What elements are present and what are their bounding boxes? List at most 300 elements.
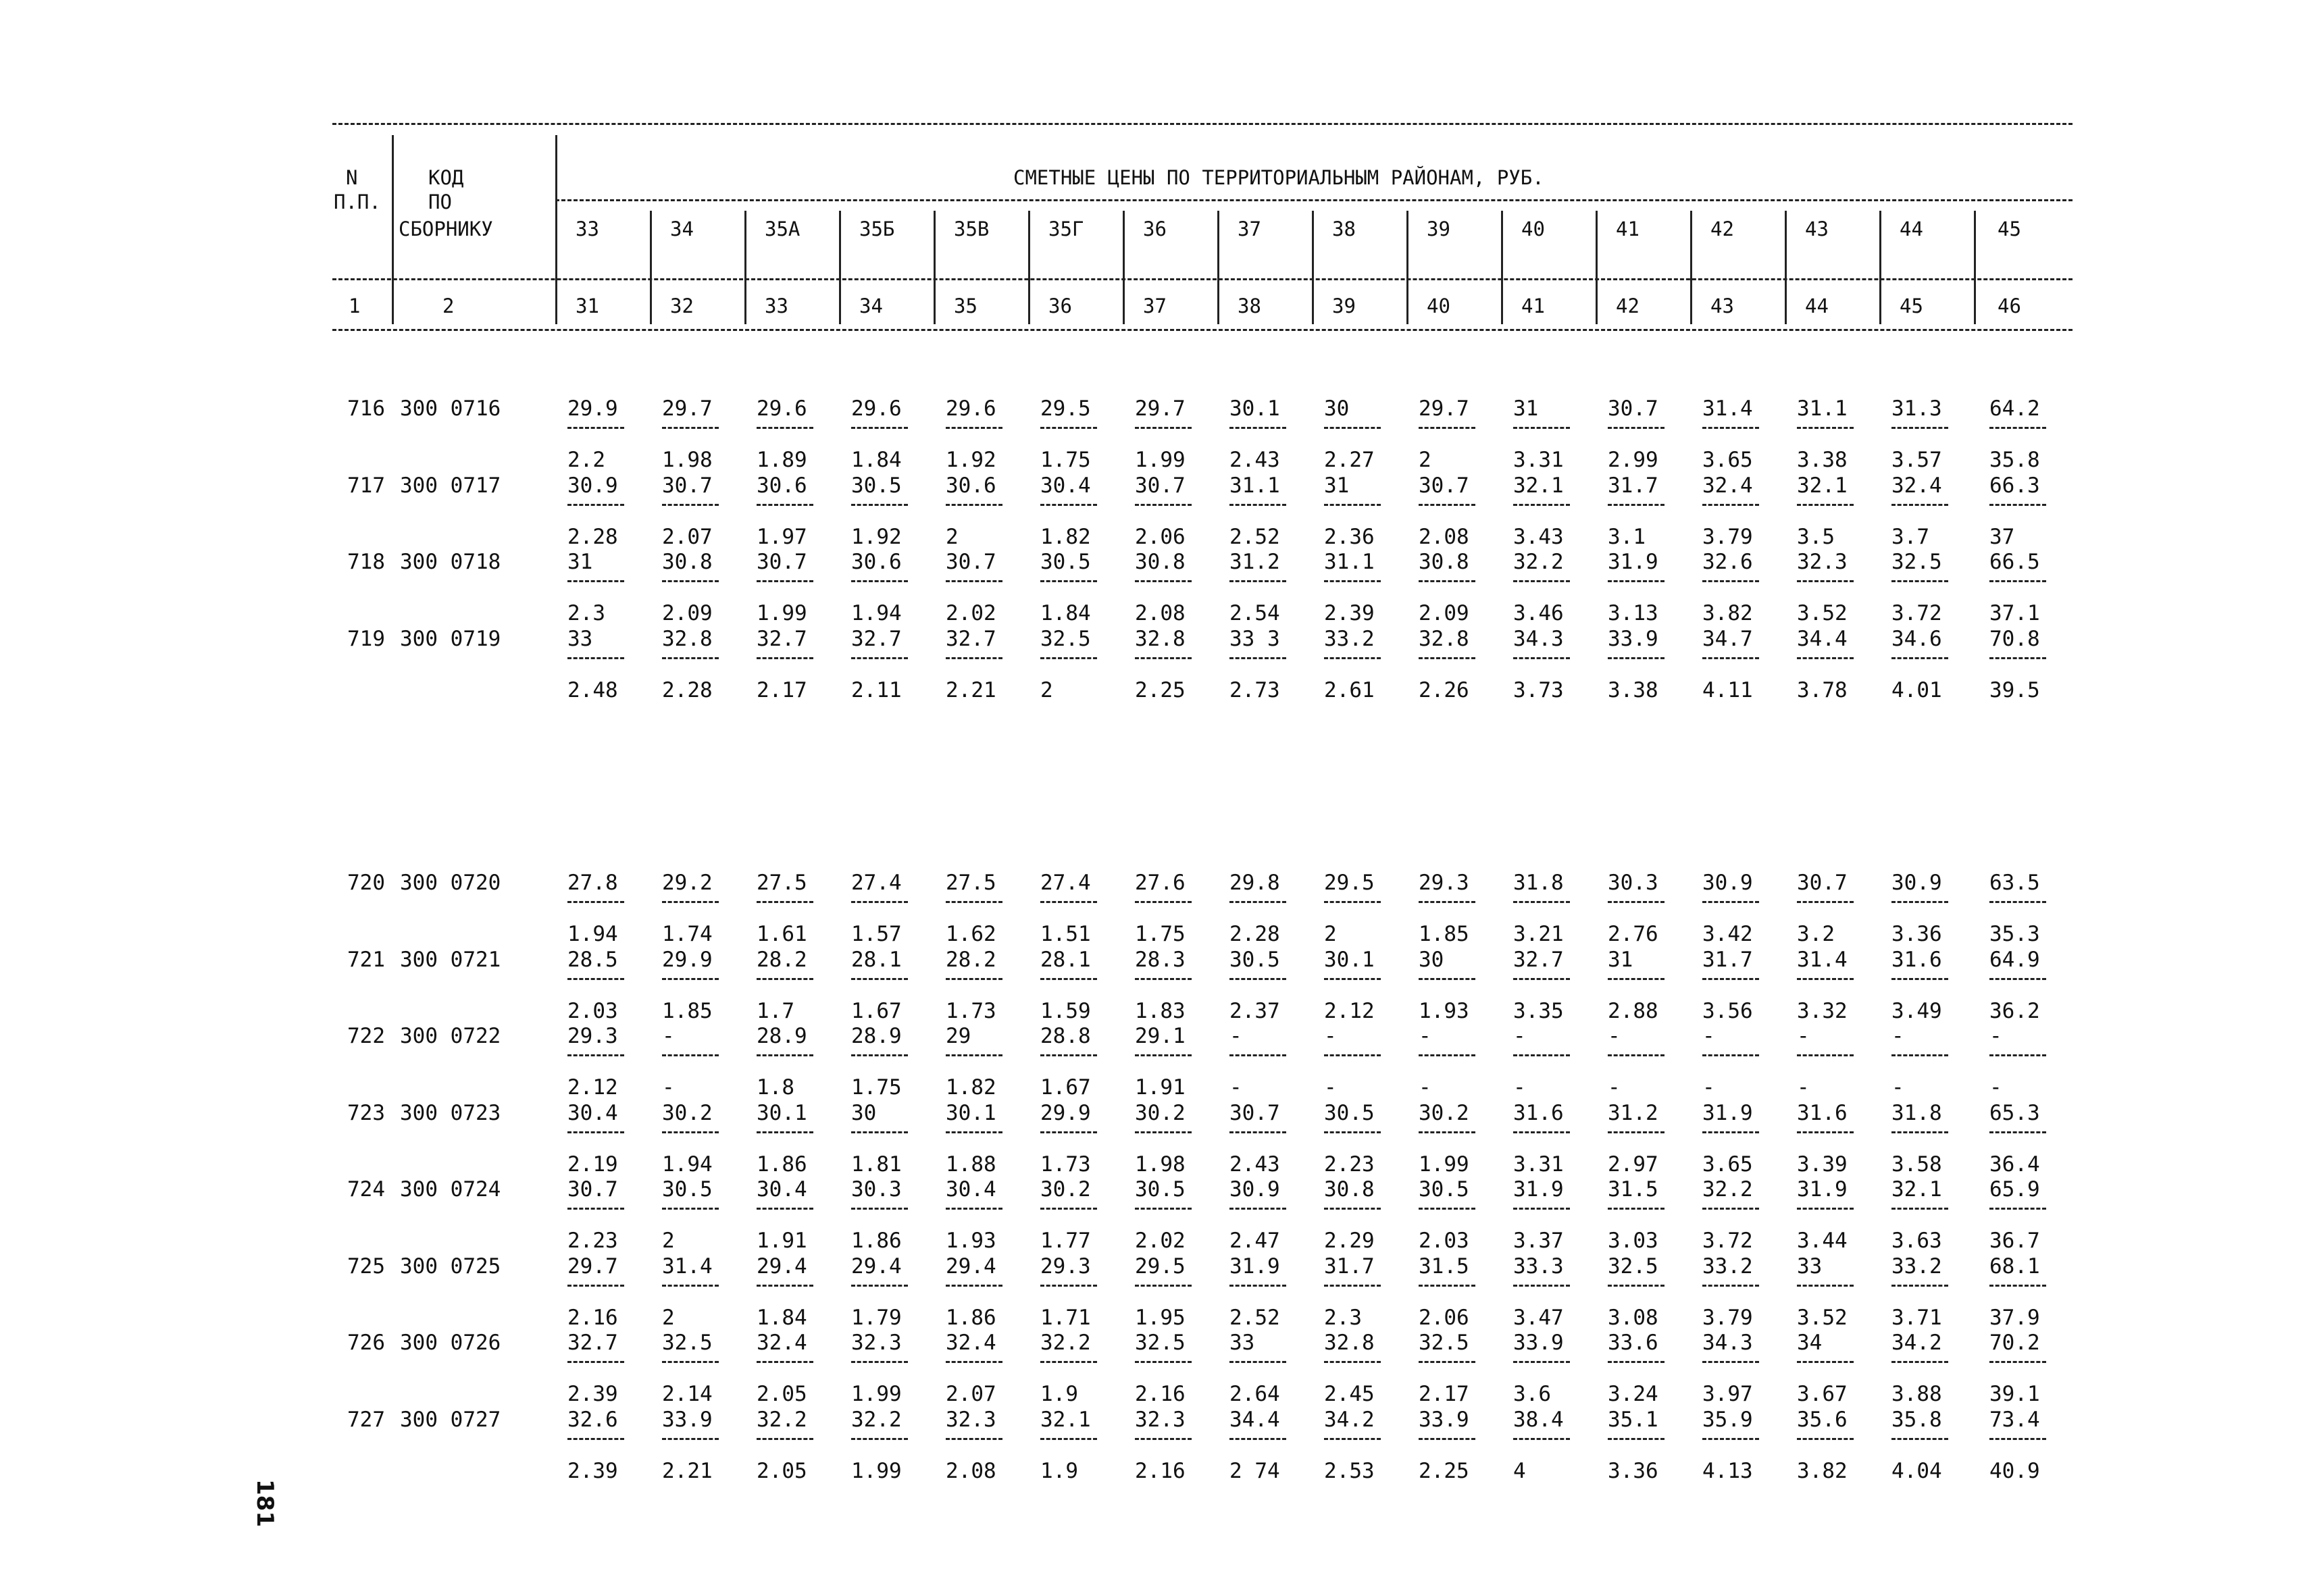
fraction-rule (1989, 1131, 2046, 1133)
fraction-rule (1797, 901, 1854, 903)
price-cell-top: 32.2 (757, 1407, 807, 1432)
fraction-rule (946, 504, 1002, 506)
price-cell-top: 30.5 (1135, 1177, 1186, 1202)
price-cell-bottom: 2 (1324, 922, 1337, 946)
price-cell-bottom: 2.06 (1135, 524, 1186, 549)
fraction-rule (1797, 1131, 1854, 1133)
row-number: 716 (347, 396, 385, 421)
fraction-rule (1419, 504, 1475, 506)
fraction-rule (946, 657, 1002, 659)
price-cell-top: 29.3 (567, 1024, 618, 1048)
fraction-rule (946, 580, 1002, 582)
header-sep-district-10 (1501, 211, 1503, 324)
price-cell-top: 30.7 (1229, 1100, 1280, 1125)
price-cell-bottom: 2.03 (1419, 1229, 1469, 1253)
header-colnum-district-13: 43 (1710, 294, 1734, 317)
header-colnum-district-2: 32 (670, 294, 694, 317)
price-cell-top: 31.6 (1797, 1100, 1848, 1125)
fraction-rule (851, 1208, 908, 1210)
fraction-rule (662, 1285, 719, 1287)
price-cell-bottom: 1.94 (567, 922, 618, 946)
price-cell-bottom: - (1229, 1075, 1242, 1100)
fraction-rule (946, 1131, 1002, 1133)
fraction-rule (1702, 427, 1759, 429)
price-cell-top: 30.4 (946, 1177, 996, 1202)
fraction-rule (1040, 1285, 1097, 1287)
price-cell-top: 30.1 (1324, 947, 1375, 972)
header-code-line3: СБОРНИКУ (399, 217, 493, 240)
price-cell-bottom: 4 (1513, 1458, 1526, 1483)
price-cell-bottom: 3.82 (1702, 601, 1753, 625)
price-cell-bottom: 3.42 (1702, 922, 1753, 946)
price-cell-top: 34 (1797, 1331, 1823, 1355)
price-cell-bottom: 36.7 (1989, 1229, 2040, 1253)
fraction-rule (1513, 1208, 1570, 1210)
price-cell-bottom: 2.76 (1608, 922, 1658, 946)
price-cell-bottom: 1.88 (946, 1152, 996, 1177)
fraction-rule (567, 427, 624, 429)
price-cell-bottom: 2.08 (1135, 601, 1186, 625)
header-prices-title: СМЕТНЫЕ ЦЕНЫ ПО ТЕРРИТОРИАЛЬНЫМ РАЙОНАМ, РУБ. (1013, 166, 1544, 189)
price-cell-bottom: 35.3 (1989, 922, 2040, 946)
price-cell-top: 30.2 (662, 1100, 713, 1125)
price-cell-bottom: 1.51 (1040, 922, 1091, 946)
row-code: 300 0727 (400, 1407, 501, 1432)
price-cell-top: 30.5 (1040, 550, 1091, 574)
price-cell-top: 30.5 (1229, 947, 1280, 972)
fraction-rule (662, 1131, 719, 1133)
fraction-rule (662, 1438, 719, 1440)
price-cell-bottom: 1.85 (662, 998, 713, 1023)
price-cell-top: 31 (567, 550, 593, 574)
price-cell-bottom: 1.89 (757, 448, 807, 472)
fraction-rule (567, 1054, 624, 1056)
header-district-9: 38 (1332, 217, 1356, 240)
price-cell-top: 30.7 (662, 473, 713, 498)
fraction-rule (1324, 1208, 1381, 1210)
price-cell-bottom: 2.12 (567, 1075, 618, 1100)
price-cell-bottom: 1.94 (851, 601, 902, 625)
price-cell-bottom: 4.13 (1702, 1458, 1753, 1483)
price-cell-bottom: 2.25 (1135, 677, 1186, 702)
fraction-rule (1419, 1285, 1475, 1287)
price-cell-top: 33.9 (662, 1407, 713, 1432)
price-cell-top: 32.8 (1419, 626, 1469, 651)
header-district-16: 45 (1998, 217, 2021, 240)
fraction-rule (1797, 657, 1854, 659)
price-cell-top: 65.3 (1989, 1100, 2040, 1125)
price-cell-bottom: - (1989, 1075, 2002, 1100)
price-cell-top: 31.7 (1702, 947, 1753, 972)
price-cell-bottom: 37 (1989, 524, 2015, 549)
fraction-rule (662, 504, 719, 506)
header-district-5: 35В (954, 217, 990, 240)
price-cell-bottom: 2.52 (1229, 1305, 1280, 1330)
fraction-rule (1419, 1131, 1475, 1133)
price-cell-top: - (1797, 1024, 1810, 1048)
price-cell-bottom: 3.78 (1797, 677, 1848, 702)
price-cell-bottom: 3.36 (1608, 1458, 1658, 1483)
price-cell-bottom: 2.88 (1608, 998, 1658, 1023)
fraction-rule (1229, 1054, 1286, 1056)
price-cell-top: 30.6 (851, 550, 902, 574)
price-cell-top: 29.2 (662, 871, 713, 895)
price-cell-top: 32.5 (662, 1331, 713, 1355)
fraction-rule (662, 1054, 719, 1056)
price-cell-top: 34.3 (1513, 626, 1564, 651)
fraction-rule (1891, 1361, 1948, 1363)
fraction-rule (567, 1361, 624, 1363)
price-cell-bottom: 2.05 (757, 1458, 807, 1483)
price-cell-top: 28.1 (851, 947, 902, 972)
price-cell-top: 28.2 (757, 947, 807, 972)
price-cell-bottom: 3.97 (1702, 1382, 1753, 1406)
price-cell-bottom: 1.7 (757, 998, 794, 1023)
fraction-rule (567, 657, 624, 659)
fraction-rule (1797, 1361, 1854, 1363)
price-cell-bottom: 1.98 (1135, 1152, 1186, 1177)
fraction-rule (1419, 580, 1475, 582)
header-top-rule (332, 123, 2073, 125)
price-cell-top: 30.8 (1324, 1177, 1375, 1202)
fraction-rule (1324, 978, 1381, 980)
price-cell-top: 29.3 (1419, 871, 1469, 895)
price-cell-bottom: 2.28 (567, 524, 618, 549)
price-cell-bottom: 3.63 (1891, 1229, 1942, 1253)
price-cell-top: 34.7 (1702, 626, 1753, 651)
fraction-rule (1891, 1054, 1948, 1056)
price-cell-top: 29.4 (757, 1254, 807, 1279)
header-sep-district-6 (1123, 211, 1125, 324)
price-cell-top: 29.7 (1419, 396, 1469, 421)
price-cell-top: - (1989, 1024, 2002, 1048)
fraction-rule (1419, 657, 1475, 659)
price-cell-bottom: 2.28 (1229, 922, 1280, 946)
header-colnum-district-10: 40 (1427, 294, 1450, 317)
fraction-rule (1135, 978, 1192, 980)
price-cell-bottom: 1.91 (1135, 1075, 1186, 1100)
price-cell-top: 29.9 (567, 396, 618, 421)
fraction-rule (1513, 1361, 1570, 1363)
fraction-rule (946, 1438, 1002, 1440)
fraction-rule (1797, 1054, 1854, 1056)
price-cell-bottom: 3.46 (1513, 601, 1564, 625)
fraction-rule (1608, 427, 1664, 429)
header-colnum-district-16: 46 (1998, 294, 2021, 317)
price-cell-bottom: 36.2 (1989, 998, 2040, 1023)
fraction-rule (851, 1361, 908, 1363)
price-cell-top: 73.4 (1989, 1407, 2040, 1432)
price-cell-bottom: 3.49 (1891, 998, 1942, 1023)
price-cell-bottom: 4.11 (1702, 677, 1753, 702)
price-cell-bottom: 3.44 (1797, 1229, 1848, 1253)
price-cell-top: 66.3 (1989, 473, 2040, 498)
header-district-15: 44 (1900, 217, 1923, 240)
price-cell-bottom: 2 (662, 1305, 675, 1330)
price-cell-top: 31.5 (1419, 1254, 1469, 1279)
fraction-rule (946, 1285, 1002, 1287)
price-cell-top: - (1891, 1024, 1904, 1048)
row-number: 717 (347, 473, 385, 498)
price-cell-top: 32.8 (1324, 1331, 1375, 1355)
price-cell-bottom: 2.37 (1229, 998, 1280, 1023)
fraction-rule (567, 504, 624, 506)
price-cell-top: 68.1 (1989, 1254, 2040, 1279)
price-cell-top: 29.3 (1040, 1254, 1091, 1279)
price-cell-bottom: 2.3 (567, 601, 605, 625)
fraction-rule (757, 1208, 813, 1210)
fraction-rule (1419, 1054, 1475, 1056)
page-number: 181 (251, 1479, 278, 1527)
price-cell-bottom: 2.39 (567, 1382, 618, 1406)
price-cell-bottom: 1.86 (946, 1305, 996, 1330)
price-cell-top: 65.9 (1989, 1177, 2040, 1202)
price-cell-bottom: 1.61 (757, 922, 807, 946)
fraction-rule (1797, 1285, 1854, 1287)
fraction-rule (1040, 901, 1097, 903)
price-cell-bottom: 2.73 (1229, 677, 1280, 702)
fraction-rule (1229, 1361, 1286, 1363)
fraction-rule (1797, 978, 1854, 980)
fraction-rule (1891, 1131, 1948, 1133)
price-cell-bottom: 1.79 (851, 1305, 902, 1330)
row-number: 720 (347, 871, 385, 895)
price-cell-top: 32.2 (1702, 1177, 1753, 1202)
header-district-10: 39 (1427, 217, 1450, 240)
row-number: 723 (347, 1100, 385, 1125)
price-cell-bottom: 3.38 (1797, 448, 1848, 472)
price-cell-bottom: 3.71 (1891, 1305, 1942, 1330)
header-colnum-district-15: 45 (1900, 294, 1923, 317)
row-code: 300 0720 (400, 871, 501, 895)
fraction-rule (1702, 580, 1759, 582)
price-cell-bottom: 3.43 (1513, 524, 1564, 549)
row-number: 726 (347, 1331, 385, 1355)
price-cell-top: - (1324, 1024, 1337, 1048)
row-code: 300 0721 (400, 947, 501, 972)
price-cell-bottom: 2.17 (757, 677, 807, 702)
header-sep-district-1 (650, 211, 652, 324)
row-number: 725 (347, 1254, 385, 1279)
price-cell-bottom: 3.5 (1797, 524, 1835, 549)
price-cell-bottom: - (1419, 1075, 1431, 1100)
price-cell-top: - (1702, 1024, 1715, 1048)
fraction-rule (1040, 1054, 1097, 1056)
fraction-rule (1702, 1438, 1759, 1440)
price-cell-bottom: 1.86 (851, 1229, 902, 1253)
price-cell-top: 32.7 (1513, 947, 1564, 972)
price-cell-bottom: 37.1 (1989, 601, 2040, 625)
fraction-rule (946, 1361, 1002, 1363)
price-cell-top: 27.8 (567, 871, 618, 895)
row-code: 300 0718 (400, 550, 501, 574)
header-district-3: 35А (765, 217, 800, 240)
price-cell-top: 30.5 (1324, 1100, 1375, 1125)
price-cell-top: 31.2 (1608, 1100, 1658, 1125)
fraction-rule (757, 504, 813, 506)
price-cell-top: 32.3 (851, 1331, 902, 1355)
fraction-rule (1513, 901, 1570, 903)
fraction-rule (1419, 901, 1475, 903)
price-cell-top: 30.7 (1608, 396, 1658, 421)
fraction-rule (1702, 504, 1759, 506)
price-cell-bottom: - (1513, 1075, 1526, 1100)
fraction-rule (1797, 580, 1854, 582)
price-cell-top: 31.5 (1608, 1177, 1658, 1202)
fraction-rule (662, 427, 719, 429)
price-cell-top: 29.7 (567, 1254, 618, 1279)
price-cell-bottom: 2.97 (1608, 1152, 1658, 1177)
header-colnum-district-1: 31 (576, 294, 599, 317)
price-cell-top: 30.9 (1702, 871, 1753, 895)
price-cell-top: 66.5 (1989, 550, 2040, 574)
price-cell-bottom: 1.82 (1040, 524, 1091, 549)
fraction-rule (1989, 978, 2046, 980)
price-cell-top: 32.6 (1702, 550, 1753, 574)
header-sep-district-13 (1785, 211, 1787, 324)
price-cell-top: 31.2 (1229, 550, 1280, 574)
price-cell-top: 32.5 (1891, 550, 1942, 574)
price-cell-top: 27.4 (851, 871, 902, 895)
fraction-rule (1891, 580, 1948, 582)
fraction-rule (851, 978, 908, 980)
price-cell-bottom: 3.58 (1891, 1152, 1942, 1177)
price-cell-bottom: 1.73 (1040, 1152, 1091, 1177)
price-cell-bottom: 2.25 (1419, 1458, 1469, 1483)
fraction-rule (662, 901, 719, 903)
price-cell-top: 32.4 (757, 1331, 807, 1355)
fraction-rule (1989, 580, 2046, 582)
price-cell-bottom: 3.52 (1797, 601, 1848, 625)
price-cell-top: 30.9 (1891, 871, 1942, 895)
price-cell-bottom: 2.61 (1324, 677, 1375, 702)
price-cell-top: 30.7 (567, 1177, 618, 1202)
fraction-rule (1891, 978, 1948, 980)
fraction-rule (1419, 1438, 1475, 1440)
price-cell-top: 29.7 (1135, 396, 1186, 421)
price-cell-top: 33 (567, 626, 593, 651)
price-cell-bottom: 2.99 (1608, 448, 1658, 472)
fraction-rule (851, 657, 908, 659)
price-cell-bottom: 1.99 (757, 601, 807, 625)
price-cell-bottom: 3.65 (1702, 448, 1753, 472)
price-cell-bottom: 3.21 (1513, 922, 1564, 946)
price-cell-top: 35.8 (1891, 1407, 1942, 1432)
price-cell-bottom: 3.88 (1891, 1382, 1942, 1406)
price-cell-bottom: 1.75 (1135, 922, 1186, 946)
price-cell-top: 28.3 (1135, 947, 1186, 972)
header-district-1: 33 (576, 217, 599, 240)
fraction-rule (1324, 1054, 1381, 1056)
price-cell-bottom: 3.73 (1513, 677, 1564, 702)
fraction-rule (1891, 657, 1948, 659)
price-cell-top: 27.6 (1135, 871, 1186, 895)
price-cell-bottom: 2.21 (946, 677, 996, 702)
header-sep-district-7 (1217, 211, 1219, 324)
price-cell-top: 30.4 (757, 1177, 807, 1202)
fraction-rule (567, 1208, 624, 1210)
price-cell-bottom: 2.52 (1229, 524, 1280, 549)
fraction-rule (1608, 1208, 1664, 1210)
price-cell-bottom: 1.81 (851, 1152, 902, 1177)
price-cell-top: 29 (946, 1024, 971, 1048)
fraction-rule (1608, 978, 1664, 980)
price-cell-bottom: 1.75 (851, 1075, 902, 1100)
fraction-rule (757, 901, 813, 903)
price-cell-bottom: 2.27 (1324, 448, 1375, 472)
price-cell-bottom: 1.92 (851, 524, 902, 549)
price-cell-bottom: 3.13 (1608, 601, 1658, 625)
price-cell-bottom: 2.45 (1324, 1382, 1375, 1406)
fraction-rule (1419, 978, 1475, 980)
price-cell-bottom: 3.52 (1797, 1305, 1848, 1330)
fraction-rule (1324, 580, 1381, 582)
price-cell-bottom: - (662, 1075, 675, 1100)
price-cell-top: 30.7 (1419, 473, 1469, 498)
price-cell-bottom: - (1608, 1075, 1621, 1100)
price-cell-top: 32.1 (1040, 1407, 1091, 1432)
fraction-rule (757, 1438, 813, 1440)
price-cell-bottom: 2.29 (1324, 1229, 1375, 1253)
header-colnum-2: 2 (442, 294, 455, 317)
price-cell-top: 31 (1608, 947, 1633, 972)
fraction-rule (1608, 1054, 1664, 1056)
price-cell-top: 32.2 (1040, 1331, 1091, 1355)
price-cell-bottom: 3.08 (1608, 1305, 1658, 1330)
price-cell-bottom: 4.01 (1891, 677, 1942, 702)
price-cell-top: 29.4 (946, 1254, 996, 1279)
price-cell-bottom: 3.39 (1797, 1152, 1848, 1177)
price-cell-top: 38.4 (1513, 1407, 1564, 1432)
fraction-rule (1419, 427, 1475, 429)
price-cell-top: 31.4 (662, 1254, 713, 1279)
price-cell-bottom: 2.48 (567, 677, 618, 702)
price-cell-top: 30.1 (1229, 396, 1280, 421)
fraction-rule (1608, 657, 1664, 659)
fraction-rule (1608, 1361, 1664, 1363)
fraction-rule (567, 1438, 624, 1440)
price-cell-top: 27.5 (946, 871, 996, 895)
price-cell-top: 31.4 (1797, 947, 1848, 972)
price-cell-top: 30.1 (757, 1100, 807, 1125)
price-cell-top: 35.9 (1702, 1407, 1753, 1432)
price-cell-top: 32.4 (1702, 473, 1753, 498)
fraction-rule (851, 1285, 908, 1287)
fraction-rule (1702, 1208, 1759, 1210)
price-cell-top: 27.4 (1040, 871, 1091, 895)
fraction-rule (1513, 580, 1570, 582)
fraction-rule (1702, 1285, 1759, 1287)
fraction-rule (1229, 1208, 1286, 1210)
price-cell-bottom: 1.67 (851, 998, 902, 1023)
price-cell-bottom: 39.5 (1989, 677, 2040, 702)
price-cell-bottom: 2.09 (1419, 601, 1469, 625)
price-cell-bottom: 2.05 (757, 1382, 807, 1406)
fraction-rule (1989, 1361, 2046, 1363)
price-cell-top: 31.8 (1513, 871, 1564, 895)
price-cell-bottom: 2.16 (1135, 1382, 1186, 1406)
price-cell-bottom: 2.16 (1135, 1458, 1186, 1483)
price-cell-top: 28.5 (567, 947, 618, 972)
price-cell-top: 30.5 (1419, 1177, 1469, 1202)
fraction-rule (1419, 1208, 1475, 1210)
header-colnum-district-11: 41 (1521, 294, 1545, 317)
fraction-rule (1797, 427, 1854, 429)
price-cell-top: 29.5 (1324, 871, 1375, 895)
price-cell-top: 32.2 (851, 1407, 902, 1432)
price-cell-bottom: 3.32 (1797, 998, 1848, 1023)
price-cell-top: 30.9 (1229, 1177, 1280, 1202)
